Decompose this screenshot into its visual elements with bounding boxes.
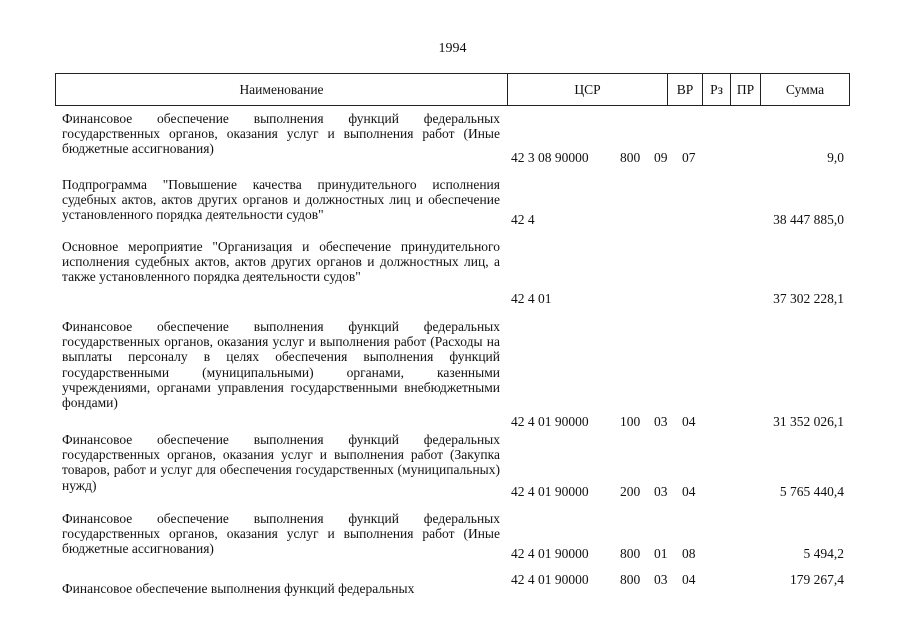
page-number: 1994 bbox=[438, 41, 467, 56]
row-csr: 42 4 01 90000 bbox=[511, 484, 589, 499]
row-pr: 04 bbox=[682, 414, 696, 429]
row-vr: 200 bbox=[620, 484, 641, 499]
row-rz: 09 bbox=[654, 150, 668, 165]
row-name: Финансовое обеспечение выполнения функций федеральных государственных органов, оказания услуг и выполнения работ (Иные бюджетные ассигнования) bbox=[62, 111, 500, 157]
row-csr: 42 3 08 90000 bbox=[511, 150, 589, 165]
table-row bbox=[0, 511, 905, 561]
table-row bbox=[0, 432, 905, 499]
row-name: Финансовое обеспечение выполнения функций федеральных государственных органов, оказания услуг и выполнения работ (Иные бюджетные ассигнования) bbox=[62, 511, 500, 557]
row-csr: 42 4 01 90000 bbox=[511, 572, 589, 587]
row-sum: 31 352 026,1 bbox=[773, 414, 844, 429]
row-name: Финансовое обеспечение выполнения функций федеральных bbox=[62, 581, 415, 596]
table-header bbox=[55, 73, 850, 106]
row-vr: 100 bbox=[620, 414, 641, 429]
row-pr: 07 bbox=[682, 150, 696, 165]
table-row bbox=[0, 239, 905, 306]
row-pr: 04 bbox=[682, 484, 696, 499]
row-name: Финансовое обеспечение выполнения функций федеральных государственных органов, оказания услуг и выполнения работ (Расходы на выплаты персоналу в целях обеспечения выполнения функций государственными (муниципальными) органами, казенными учреждениями, органами управления государственными внебюджетными фондами) bbox=[62, 319, 500, 411]
table-row bbox=[0, 177, 905, 227]
row-rz: 03 bbox=[654, 484, 668, 499]
row-name: Финансовое обеспечение выполнения функций федеральных государственных органов, оказания услуг и выполнения работ (Закупка товаров, работ и услуг для обеспечения государственных (муниципальных) нужд) bbox=[62, 432, 500, 493]
row-csr: 42 4 01 90000 bbox=[511, 546, 589, 561]
row-sum: 9,0 bbox=[827, 150, 844, 165]
table-row bbox=[0, 572, 905, 596]
header-vr: ВР bbox=[668, 74, 703, 105]
table-row bbox=[0, 111, 905, 165]
row-rz: 03 bbox=[654, 572, 668, 587]
row-rz: 03 bbox=[654, 414, 668, 429]
row-sum: 5 494,2 bbox=[803, 546, 844, 561]
row-vr: 800 bbox=[620, 546, 641, 561]
header-name: Наименование bbox=[56, 74, 508, 105]
row-csr: 42 4 bbox=[511, 212, 535, 227]
header-pr: ПР bbox=[731, 74, 761, 105]
row-pr: 08 bbox=[682, 546, 696, 561]
row-name: Подпрограмма "Повышение качества принудительного исполнения судебных актов, актов других органов и должностных лиц и обеспечение установленного порядка деятельности судов" bbox=[62, 177, 500, 223]
row-sum: 179 267,4 bbox=[790, 572, 844, 587]
row-vr: 800 bbox=[620, 150, 641, 165]
header-csr: ЦСР bbox=[508, 74, 668, 105]
row-sum: 37 302 228,1 bbox=[773, 291, 844, 306]
header-rz: Рз bbox=[703, 74, 731, 105]
row-csr: 42 4 01 bbox=[511, 291, 552, 306]
row-csr: 42 4 01 90000 bbox=[511, 414, 589, 429]
header-sum: Сумма bbox=[785, 82, 825, 97]
row-vr: 800 bbox=[620, 572, 641, 587]
row-name: Основное мероприятие "Организация и обеспечение принудительного исполнения судебных актов, актов других органов и должностных лиц, а также установленного порядка деятельности судов" bbox=[62, 239, 500, 285]
row-pr: 04 bbox=[682, 572, 696, 587]
row-rz: 01 bbox=[654, 546, 668, 561]
row-sum: 5 765 440,4 bbox=[779, 484, 844, 499]
table-row bbox=[0, 319, 905, 429]
row-sum: 38 447 885,0 bbox=[773, 212, 844, 227]
